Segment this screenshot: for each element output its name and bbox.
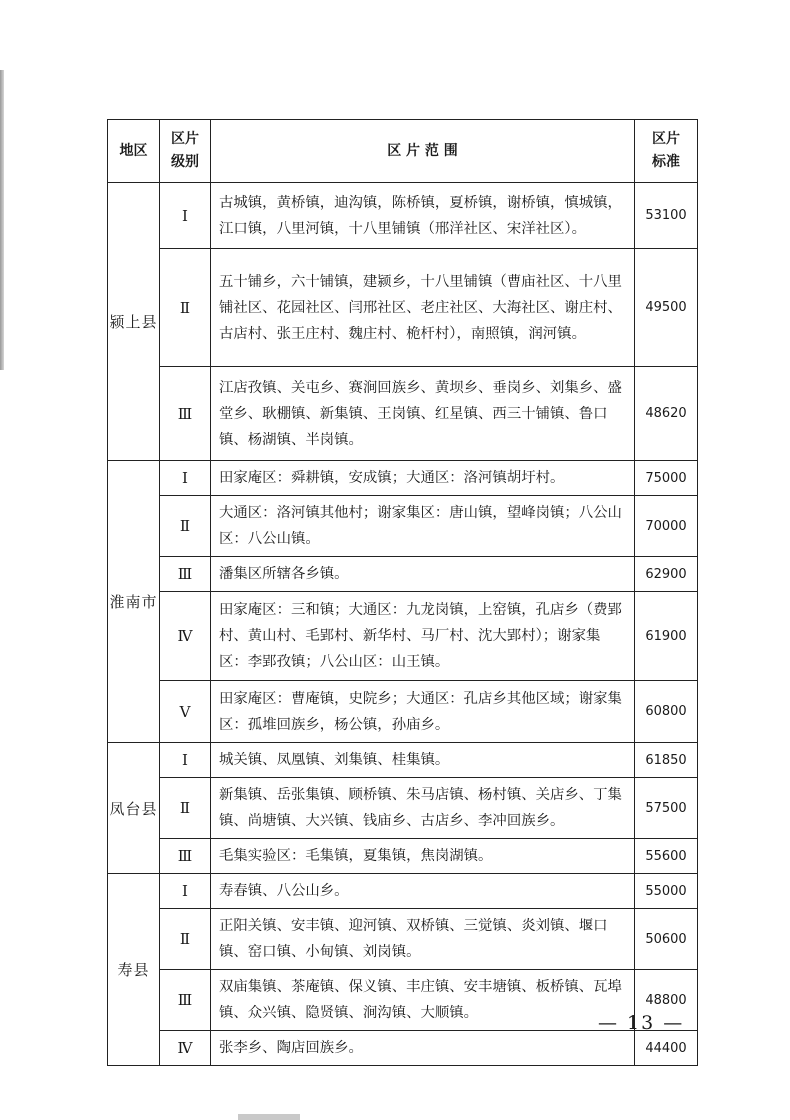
table-row xyxy=(108,461,698,496)
header-price: 区片 标准 xyxy=(635,120,698,183)
price-cell: 61900 xyxy=(635,592,698,681)
scope-cell: 田家庵区：三和镇；大通区：九龙岗镇，上窑镇，孔店乡（费郢村、黄山村、毛郢村、新华村、马厂村、沈大郢村）；谢家集区：李郢孜镇；八公山区：山王镇。 xyxy=(211,592,635,681)
table-row xyxy=(108,839,698,874)
price-cell: 57500 xyxy=(635,778,698,839)
scope-cell: 寿春镇、八公山乡。 xyxy=(211,874,635,909)
level-cell: Ⅳ xyxy=(160,592,211,681)
price-cell: 48620 xyxy=(635,367,698,461)
level-cell: Ⅲ xyxy=(160,557,211,592)
header-scope: 区 片 范 围 xyxy=(211,120,635,183)
table-row xyxy=(108,557,698,592)
level-cell: Ⅰ xyxy=(160,874,211,909)
level-cell: Ⅳ xyxy=(160,1031,211,1066)
table-row xyxy=(108,743,698,778)
page-number: — 13 — xyxy=(598,1012,685,1034)
level-cell: Ⅲ xyxy=(160,970,211,1031)
region-cell: 凤台县 xyxy=(108,743,160,874)
price-cell: 62900 xyxy=(635,557,698,592)
level-cell: Ⅱ xyxy=(160,496,211,557)
table-row xyxy=(108,1031,698,1066)
region-cell: 寿县 xyxy=(108,874,160,1066)
price-cell: 55000 xyxy=(635,874,698,909)
price-cell: 49500 xyxy=(635,249,698,367)
scope-cell: 田家庵区：曹庵镇，史院乡；大通区：孔店乡其他区域；谢家集区：孤堆回族乡，杨公镇，孙庙乡。 xyxy=(211,681,635,743)
scan-bottom-mark xyxy=(238,1114,300,1120)
scope-cell: 五十铺乡，六十铺镇，建颍乡，十八里铺镇（曹庙社区、十八里铺社区、花园社区、闫邢社区、老庄社区、大海社区、谢庄村、古店村、张王庄村、魏庄村、桅杆村），南照镇，润河镇。 xyxy=(211,249,635,367)
level-cell: Ⅰ xyxy=(160,743,211,778)
scope-cell: 双庙集镇、茶庵镇、保义镇、丰庄镇、安丰塘镇、板桥镇、瓦埠镇、众兴镇、隐贤镇、涧沟镇、大顺镇。 xyxy=(211,970,635,1031)
price-cell: 44400 xyxy=(635,1031,698,1066)
scope-cell: 新集镇、岳张集镇、顾桥镇、朱马店镇、杨村镇、关店乡、丁集镇、尚塘镇、大兴镇、钱庙乡、古店乡、李冲回族乡。 xyxy=(211,778,635,839)
scope-cell: 潘集区所辖各乡镇。 xyxy=(211,557,635,592)
level-cell: Ⅱ xyxy=(160,909,211,970)
header-region: 地区 xyxy=(108,120,160,183)
price-cell: 61850 xyxy=(635,743,698,778)
table-header-row xyxy=(108,120,698,183)
land-zone-price-table xyxy=(107,119,698,1066)
table-row xyxy=(108,249,698,367)
scope-cell: 城关镇、凤凰镇、刘集镇、桂集镇。 xyxy=(211,743,635,778)
level-cell: Ⅰ xyxy=(160,183,211,249)
table-row xyxy=(108,592,698,681)
scope-cell: 古城镇，黄桥镇，迪沟镇，陈桥镇，夏桥镇，谢桥镇，慎城镇，江口镇，八里河镇，十八里铺镇（邢洋社区、宋洋社区）。 xyxy=(211,183,635,249)
table-row xyxy=(108,183,698,249)
price-cell: 50600 xyxy=(635,909,698,970)
scope-cell: 毛集实验区：毛集镇，夏集镇，焦岗湖镇。 xyxy=(211,839,635,874)
region-cell: 颍上县 xyxy=(108,183,160,461)
scan-edge-shadow xyxy=(0,70,4,370)
scope-cell: 江店孜镇、关屯乡、赛涧回族乡、黄坝乡、垂岗乡、刘集乡、盛堂乡、耿棚镇、新集镇、王岗镇、红星镇、西三十铺镇、鲁口镇、杨湖镇、半岗镇。 xyxy=(211,367,635,461)
price-cell: 75000 xyxy=(635,461,698,496)
table-row xyxy=(108,496,698,557)
table-row xyxy=(108,367,698,461)
level-cell: Ⅱ xyxy=(160,778,211,839)
table-row xyxy=(108,874,698,909)
price-cell: 55600 xyxy=(635,839,698,874)
level-cell: Ⅱ xyxy=(160,249,211,367)
price-cell: 48800 xyxy=(635,970,698,1031)
price-cell: 70000 xyxy=(635,496,698,557)
region-cell: 淮南市 xyxy=(108,461,160,743)
price-cell: 53100 xyxy=(635,183,698,249)
table-row xyxy=(108,909,698,970)
level-cell: Ⅴ xyxy=(160,681,211,743)
scope-cell: 田家庵区：舜耕镇，安成镇；大通区：洛河镇胡圩村。 xyxy=(211,461,635,496)
price-cell: 60800 xyxy=(635,681,698,743)
level-cell: Ⅲ xyxy=(160,367,211,461)
scope-cell: 张李乡、陶店回族乡。 xyxy=(211,1031,635,1066)
level-cell: Ⅲ xyxy=(160,839,211,874)
table-row xyxy=(108,778,698,839)
table-row xyxy=(108,681,698,743)
scope-cell: 大通区：洛河镇其他村；谢家集区：唐山镇，望峰岗镇；八公山区：八公山镇。 xyxy=(211,496,635,557)
header-level: 区片 级别 xyxy=(160,120,211,183)
level-cell: Ⅰ xyxy=(160,461,211,496)
scope-cell: 正阳关镇、安丰镇、迎河镇、双桥镇、三觉镇、炎刘镇、堰口镇、窑口镇、小甸镇、刘岗镇。 xyxy=(211,909,635,970)
